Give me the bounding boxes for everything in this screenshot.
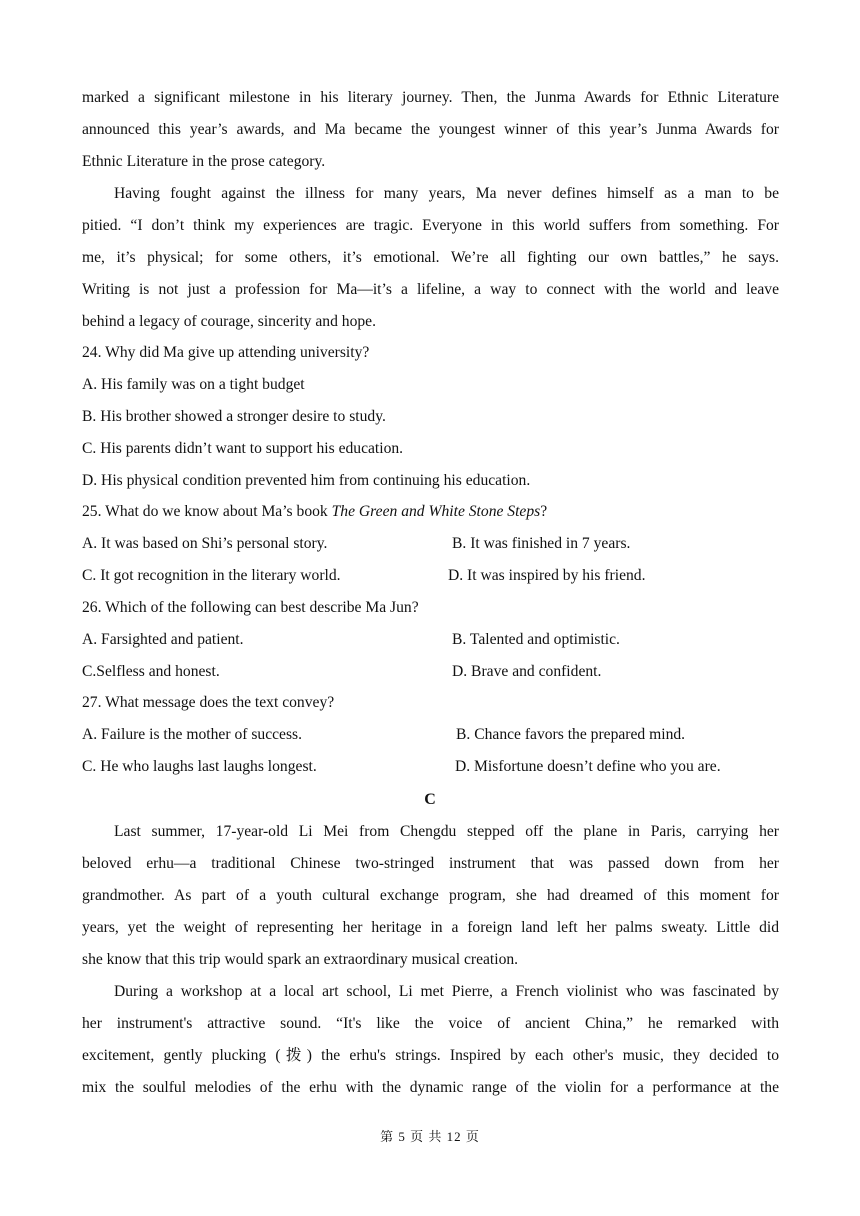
question-stem: 24. Why did Ma give up attending university?: [82, 344, 370, 361]
text-line: Ethnic Literature in the prose category.: [82, 153, 326, 170]
text-line: announced this year’s awards, and Ma became the youngest winner of this year’s Junma Awards for: [82, 121, 779, 138]
text-line: pitied. “I don’t think my experiences are tragic. Everyone in this world suffers from something. For: [82, 217, 779, 234]
option-d: D. Misfortune doesn’t define who you are.: [455, 758, 721, 775]
option-d: D. His physical condition prevented him from continuing his education.: [82, 472, 531, 489]
text-line: years, yet the weight of representing her heritage in a foreign land left her palms sweaty. Little did: [82, 919, 779, 936]
option-b: B. His brother showed a stronger desire to study.: [82, 408, 386, 425]
text-line: During a workshop at a local art school, Li met Pierre, a French violinist who was fascinated by: [114, 983, 779, 1000]
page-footer: 第 5 页 共 12 页: [380, 1129, 480, 1144]
option-c: C.Selfless and honest.: [82, 663, 220, 680]
text-line: Writing is not just a profession for Ma—it’s a lifeline, a way to connect with the world and leave: [82, 281, 779, 298]
option-b: B. Chance favors the prepared mind.: [456, 726, 686, 743]
option-a: A. His family was on a tight budget: [82, 376, 305, 393]
option-c: C. It got recognition in the literary world.: [82, 567, 341, 584]
text-line: behind a legacy of courage, sincerity and hope.: [82, 313, 376, 330]
text-line: Last summer, 17-year-old Li Mei from Chengdu stepped off the plane in Paris, carrying her: [114, 823, 779, 840]
question-stem: [82, 502, 779, 522]
option-b: B. Talented and optimistic.: [452, 631, 620, 648]
text-line: me, it’s physical; for some others, it’s emotional. We’re all fighting our own battles,” he says.: [82, 249, 779, 266]
text-line: her instrument's attractive sound. “It's like the voice of ancient China,” he remarked with: [82, 1015, 779, 1032]
stem-suffix: ?: [540, 503, 548, 520]
option-a: A. Failure is the mother of success.: [82, 726, 302, 743]
text-line: marked a significant milestone in his literary journey. Then, the Junma Awards for Ethnic Literature: [82, 89, 779, 106]
book-title: The Green and White Stone Steps: [331, 503, 541, 520]
text-line: beloved erhu—a traditional Chinese two-stringed instrument that was passed down from her: [82, 855, 779, 872]
option-a: A. It was based on Shi’s personal story.: [82, 535, 328, 552]
option-d: D. It was inspired by his friend.: [448, 567, 646, 584]
question-stem: 27. What message does the text convey?: [82, 694, 335, 711]
option-b: B. It was finished in 7 years.: [452, 535, 631, 552]
text-line: excitement, gently plucking (拨) the erhu's strings. Inspired by each other's music, they decided to: [82, 1047, 779, 1064]
option-d: D. Brave and confident.: [452, 663, 602, 680]
text-line: mix the soulful melodies of the erhu with the dynamic range of the violin for a performance at the: [82, 1079, 779, 1096]
option-a: A. Farsighted and patient.: [82, 631, 244, 648]
option-c: C. His parents didn’t want to support his education.: [82, 440, 404, 457]
text-line: she know that this trip would spark an extraordinary musical creation.: [82, 951, 519, 968]
text-line: Having fought against the illness for many years, Ma never defines himself as a man to be: [114, 185, 779, 202]
question-stem: 26. Which of the following can best describe Ma Jun?: [82, 599, 419, 616]
option-c: C. He who laughs last laughs longest.: [82, 758, 317, 775]
section-heading: C: [424, 791, 436, 808]
stem-prefix: 25. What do we know about Ma’s book: [82, 503, 332, 520]
text-line: grandmother. As part of a youth cultural exchange program, she had dreamed of this moment for: [82, 887, 779, 904]
